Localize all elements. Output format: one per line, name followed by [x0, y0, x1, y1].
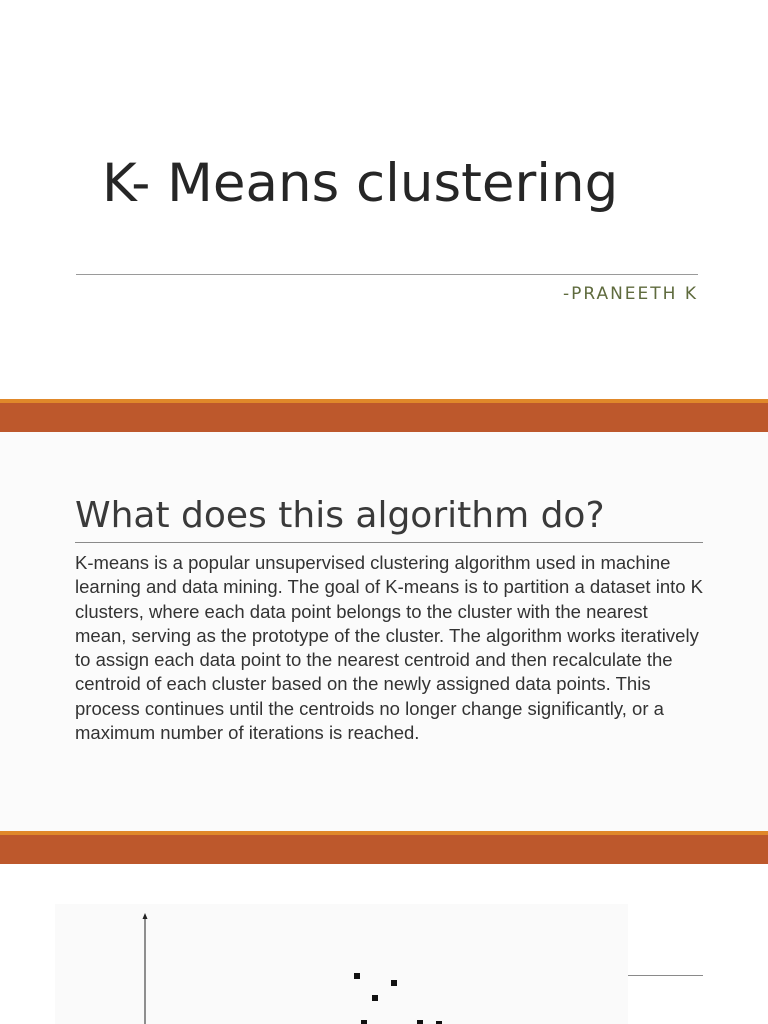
y-axis-arrow-icon [143, 913, 148, 919]
scatter-slide [0, 864, 768, 1024]
data-point [354, 973, 360, 979]
scatter-plot-image [55, 904, 628, 1024]
title-slide [0, 0, 768, 400]
slide-separator [0, 831, 768, 864]
heading-divider [628, 975, 703, 976]
slide-body-text: K-means is a popular unsupervised clustering algorithm used in machine learning and data mining. The goal of K-means is to partition a dataset into K clusters, where each data point belongs to the cluster with the nearest mean, serving as the prototype of the cluster. The algorithm works iteratively to assign each data point to the nearest centroid and then recalculate the centroid of each cluster based on the newly assigned data points. This process continues until the centroids no longer change significantly, or a maximum number of iterations is reached. [75, 552, 704, 744]
author-name: -PRANEETH K [562, 284, 698, 304]
slide-separator [0, 399, 768, 432]
heading-divider [75, 542, 703, 543]
data-point [391, 980, 397, 986]
data-point [361, 1020, 367, 1024]
title-divider [76, 274, 698, 275]
scatter-plot-graphic [55, 904, 628, 1024]
description-slide [0, 432, 768, 831]
slide-title: K- Means clustering [102, 153, 619, 214]
slide-heading: What does this algorithm do? [75, 495, 605, 536]
data-point [417, 1020, 423, 1024]
data-point [372, 995, 378, 1001]
